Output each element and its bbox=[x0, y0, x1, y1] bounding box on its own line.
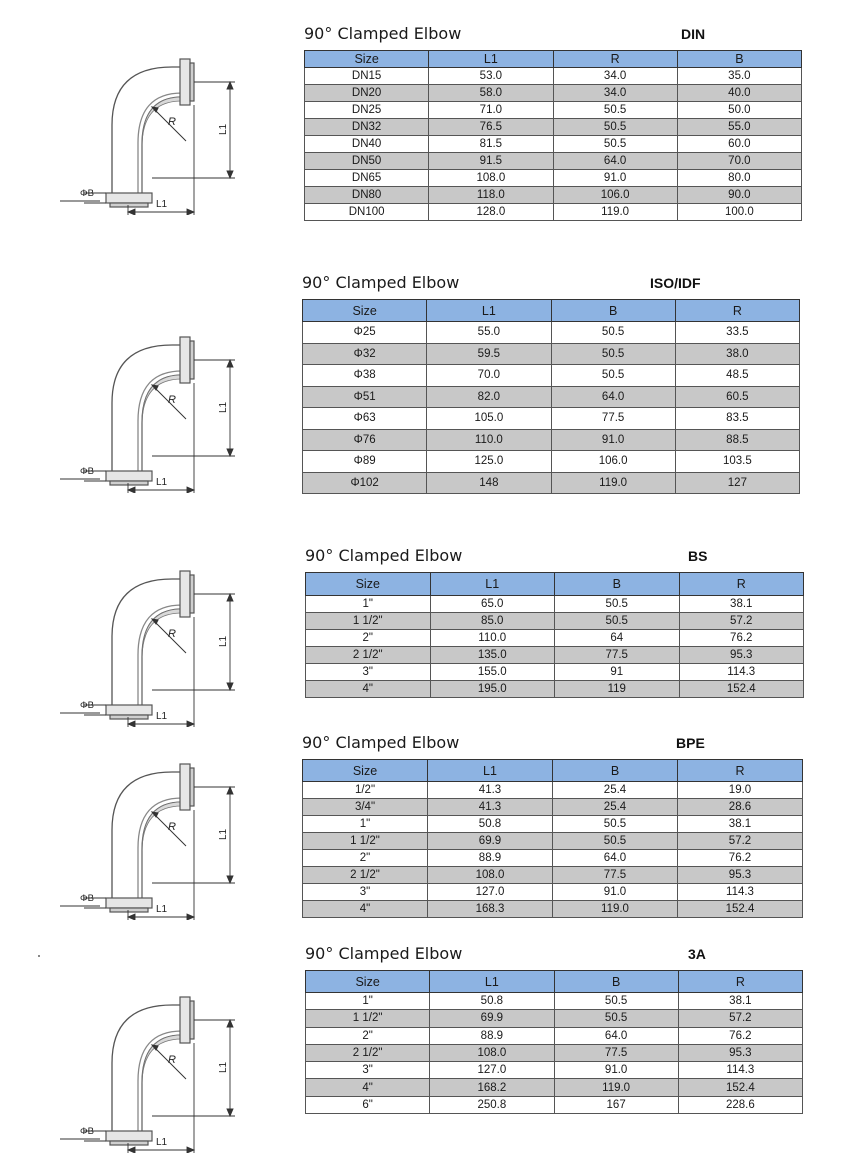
table-row bbox=[303, 901, 803, 918]
table-cell: 250.8 bbox=[430, 1096, 554, 1113]
elbow-diagram bbox=[60, 993, 260, 1153]
table-cell: 1" bbox=[306, 596, 431, 613]
table-cell: 108.0 bbox=[430, 1044, 554, 1061]
table-cell: 64.0 bbox=[553, 153, 677, 170]
table-cell: 3" bbox=[306, 664, 431, 681]
table-cell: 1 1/2" bbox=[303, 833, 428, 850]
table-cell: 50.5 bbox=[553, 136, 677, 153]
elbow-diagram-svg bbox=[60, 333, 260, 493]
table-cell: 50.5 bbox=[555, 613, 680, 630]
clamp-ferrule-top bbox=[180, 997, 194, 1043]
table-row bbox=[306, 1096, 803, 1113]
table-cell: 48.5 bbox=[675, 365, 799, 387]
table-row bbox=[303, 867, 803, 884]
elbow-inner-shading bbox=[142, 97, 182, 193]
table-cell: 3" bbox=[306, 1062, 430, 1079]
table-row bbox=[305, 102, 802, 119]
table-cell: 55.0 bbox=[427, 322, 551, 344]
table-cell: 50.5 bbox=[554, 1010, 678, 1027]
table-row bbox=[306, 1062, 803, 1079]
column-header: R bbox=[679, 573, 804, 596]
table-row bbox=[303, 451, 800, 473]
column-header: L1 bbox=[428, 760, 553, 782]
horizontal-l1-label: L1 bbox=[156, 904, 168, 915]
table-cell: 85.0 bbox=[430, 613, 555, 630]
table-cell: 38.1 bbox=[678, 816, 803, 833]
table-cell: 57.2 bbox=[678, 1010, 802, 1027]
table-cell: 77.5 bbox=[554, 1044, 678, 1061]
table-cell: 91.0 bbox=[553, 170, 677, 187]
table-cell: 1 1/2" bbox=[306, 1010, 430, 1027]
clamp-ferrule-top bbox=[180, 59, 194, 105]
table-cell: 71.0 bbox=[429, 102, 553, 119]
table-cell: 50.5 bbox=[551, 322, 675, 344]
table-cell: 167 bbox=[554, 1096, 678, 1113]
table-cell: 57.2 bbox=[678, 833, 803, 850]
table-header-row bbox=[306, 573, 804, 596]
table-cell: 114.3 bbox=[678, 1062, 802, 1079]
table-cell: 127.0 bbox=[428, 884, 553, 901]
table-cell: 108.0 bbox=[428, 867, 553, 884]
table-cell: 50.5 bbox=[553, 833, 678, 850]
elbow-body bbox=[112, 772, 182, 900]
table-cell: 80.0 bbox=[677, 170, 801, 187]
vertical-l1-label: L1 bbox=[218, 828, 229, 840]
table-cell: 40.0 bbox=[677, 85, 801, 102]
table-cell: 83.5 bbox=[675, 408, 799, 430]
table-cell: 50.5 bbox=[555, 596, 680, 613]
elbow-inner-shading bbox=[142, 375, 182, 471]
table-cell: 50.5 bbox=[554, 993, 678, 1010]
phi-b-label: ΦB bbox=[80, 188, 94, 199]
table-cell: 91.0 bbox=[553, 884, 678, 901]
table-cell: 4" bbox=[306, 681, 431, 698]
table-row bbox=[306, 1044, 803, 1061]
table-cell: 95.3 bbox=[679, 647, 804, 664]
table-cell: 127 bbox=[675, 472, 799, 494]
table-cell: 168.3 bbox=[428, 901, 553, 918]
table-cell: 60.0 bbox=[677, 136, 801, 153]
table-cell: 119 bbox=[555, 681, 680, 698]
table-cell: 128.0 bbox=[429, 204, 553, 221]
dimension-table bbox=[302, 299, 800, 494]
radius-label: R bbox=[168, 116, 176, 128]
table-cell: Φ89 bbox=[303, 451, 427, 473]
table-cell: DN20 bbox=[305, 85, 429, 102]
table-cell: 25.4 bbox=[553, 799, 678, 816]
elbow-inner-shading bbox=[142, 1035, 182, 1131]
table-cell: DN50 bbox=[305, 153, 429, 170]
table-cell: 119.0 bbox=[554, 1079, 678, 1096]
phi-b-label: ΦB bbox=[80, 1126, 94, 1137]
table-cell: 64.0 bbox=[554, 1027, 678, 1044]
table-cell: 53.0 bbox=[429, 68, 553, 85]
column-header: Size bbox=[305, 51, 429, 68]
table-cell: 50.8 bbox=[428, 816, 553, 833]
standard-label: BS bbox=[688, 548, 708, 564]
dimension-table bbox=[305, 970, 803, 1114]
table-cell: 108.0 bbox=[429, 170, 553, 187]
table-row bbox=[305, 153, 802, 170]
table-cell: 1 1/2" bbox=[306, 613, 431, 630]
table-cell: 1" bbox=[306, 993, 430, 1010]
vertical-l1-label: L1 bbox=[218, 123, 229, 135]
table-cell: 152.4 bbox=[678, 1079, 802, 1096]
column-header: L1 bbox=[427, 300, 551, 322]
standard-label: BPE bbox=[676, 735, 705, 751]
table-cell: 59.5 bbox=[427, 343, 551, 365]
clamp-ferrule-top bbox=[180, 571, 194, 617]
table-cell: 38.1 bbox=[679, 596, 804, 613]
table-cell: 77.5 bbox=[551, 408, 675, 430]
table-row bbox=[303, 884, 803, 901]
table-cell: 135.0 bbox=[430, 647, 555, 664]
table-cell: 110.0 bbox=[427, 429, 551, 451]
table-cell: 119.0 bbox=[553, 204, 677, 221]
table-cell: Φ63 bbox=[303, 408, 427, 430]
column-header: R bbox=[678, 760, 803, 782]
table-cell: DN100 bbox=[305, 204, 429, 221]
table-row bbox=[303, 799, 803, 816]
section-title: 90° Clamped Elbow bbox=[305, 546, 463, 565]
elbow-diagram-svg bbox=[60, 993, 260, 1153]
column-header: R bbox=[675, 300, 799, 322]
table-cell: 106.0 bbox=[551, 451, 675, 473]
table-cell: 2" bbox=[306, 1027, 430, 1044]
column-header: Size bbox=[306, 971, 430, 993]
horizontal-l1-label: L1 bbox=[156, 199, 168, 210]
table-row bbox=[303, 472, 800, 494]
table-cell: 34.0 bbox=[553, 85, 677, 102]
column-header: B bbox=[555, 573, 680, 596]
table-row bbox=[306, 664, 804, 681]
table-cell: 2" bbox=[306, 630, 431, 647]
table-row bbox=[306, 993, 803, 1010]
clamp-ferrule-bottom bbox=[106, 898, 152, 912]
column-header: Size bbox=[303, 760, 428, 782]
table-row bbox=[305, 136, 802, 153]
dimension-table bbox=[302, 759, 803, 918]
table-cell: 33.5 bbox=[675, 322, 799, 344]
table-row bbox=[303, 322, 800, 344]
table-cell: 28.6 bbox=[678, 799, 803, 816]
table-cell: Φ102 bbox=[303, 472, 427, 494]
dimension-table bbox=[305, 572, 804, 698]
column-header: B bbox=[553, 760, 678, 782]
table-cell: 119.0 bbox=[553, 901, 678, 918]
table-row bbox=[303, 386, 800, 408]
elbow-body bbox=[112, 345, 182, 473]
clamp-ferrule-bottom bbox=[106, 705, 152, 719]
column-header: L1 bbox=[430, 971, 554, 993]
table-cell: 103.5 bbox=[675, 451, 799, 473]
dimension-table bbox=[304, 50, 802, 221]
table-row bbox=[305, 204, 802, 221]
table-row bbox=[303, 365, 800, 387]
table-cell: 50.0 bbox=[677, 102, 801, 119]
table-header-row bbox=[306, 971, 803, 993]
table-cell: 41.3 bbox=[428, 799, 553, 816]
table-cell: 2 1/2" bbox=[306, 647, 431, 664]
table-cell: 77.5 bbox=[553, 867, 678, 884]
table-cell: 91.0 bbox=[551, 429, 675, 451]
radius-label: R bbox=[168, 628, 176, 640]
column-header: R bbox=[553, 51, 677, 68]
horizontal-l1-label: L1 bbox=[156, 477, 168, 488]
clamp-ferrule-bottom bbox=[106, 193, 152, 207]
table-cell: 119.0 bbox=[551, 472, 675, 494]
table-row bbox=[303, 833, 803, 850]
table-cell: Φ76 bbox=[303, 429, 427, 451]
table-cell: 6" bbox=[306, 1096, 430, 1113]
table-cell: 127.0 bbox=[430, 1062, 554, 1079]
table-cell: 105.0 bbox=[427, 408, 551, 430]
table-cell: 60.5 bbox=[675, 386, 799, 408]
column-header: B bbox=[554, 971, 678, 993]
table-cell: 64.0 bbox=[551, 386, 675, 408]
table-cell: 91.5 bbox=[429, 153, 553, 170]
table-cell: 88.9 bbox=[430, 1027, 554, 1044]
table-row bbox=[306, 596, 804, 613]
table-cell: 1" bbox=[303, 816, 428, 833]
table-cell: 114.3 bbox=[679, 664, 804, 681]
table-cell: 152.4 bbox=[678, 901, 803, 918]
table-cell: DN25 bbox=[305, 102, 429, 119]
table-cell: 38.0 bbox=[675, 343, 799, 365]
column-header: B bbox=[677, 51, 801, 68]
elbow-diagram bbox=[60, 567, 260, 727]
elbow-diagram bbox=[60, 333, 260, 493]
table-cell: 69.9 bbox=[428, 833, 553, 850]
table-cell: 152.4 bbox=[679, 681, 804, 698]
table-header-row bbox=[303, 760, 803, 782]
section-title: 90° Clamped Elbow bbox=[304, 24, 462, 43]
table-row bbox=[303, 816, 803, 833]
table-cell: 50.5 bbox=[553, 102, 677, 119]
section-title: 90° Clamped Elbow bbox=[305, 944, 463, 963]
elbow-body bbox=[112, 1005, 182, 1133]
table-cell: 41.3 bbox=[428, 782, 553, 799]
table-cell: 77.5 bbox=[555, 647, 680, 664]
column-header: Size bbox=[306, 573, 431, 596]
table-header-row bbox=[305, 51, 802, 68]
table-cell: 57.2 bbox=[679, 613, 804, 630]
column-header: R bbox=[678, 971, 802, 993]
table-row bbox=[303, 408, 800, 430]
table-cell: 65.0 bbox=[430, 596, 555, 613]
column-header: Size bbox=[303, 300, 427, 322]
table-cell: 69.9 bbox=[430, 1010, 554, 1027]
phi-b-label: ΦB bbox=[80, 466, 94, 477]
section-title: 90° Clamped Elbow bbox=[302, 733, 460, 752]
table-row bbox=[306, 681, 804, 698]
table-cell: 35.0 bbox=[677, 68, 801, 85]
table-cell: 4" bbox=[306, 1079, 430, 1096]
table-cell: 3/4" bbox=[303, 799, 428, 816]
table-cell: 88.9 bbox=[428, 850, 553, 867]
table-header-row bbox=[303, 300, 800, 322]
table-cell: 76.2 bbox=[679, 630, 804, 647]
table-cell: 168.2 bbox=[430, 1079, 554, 1096]
table-cell: 25.4 bbox=[553, 782, 678, 799]
elbow-body bbox=[112, 579, 182, 707]
table-cell: 2 1/2" bbox=[306, 1044, 430, 1061]
elbow-diagram-svg bbox=[60, 760, 260, 920]
table-cell: 76.2 bbox=[678, 1027, 802, 1044]
elbow-diagram bbox=[60, 760, 260, 920]
table-cell: 3" bbox=[303, 884, 428, 901]
table-row bbox=[303, 782, 803, 799]
table-cell: 195.0 bbox=[430, 681, 555, 698]
table-cell: 76.2 bbox=[678, 850, 803, 867]
table-cell: DN80 bbox=[305, 187, 429, 204]
elbow-diagram-svg bbox=[60, 567, 260, 727]
table-cell: 91.0 bbox=[554, 1062, 678, 1079]
table-cell: Φ38 bbox=[303, 365, 427, 387]
horizontal-l1-label: L1 bbox=[156, 711, 168, 722]
table-cell: 148 bbox=[427, 472, 551, 494]
radius-label: R bbox=[168, 1054, 176, 1066]
table-cell: 70.0 bbox=[427, 365, 551, 387]
table-cell: 38.1 bbox=[678, 993, 802, 1010]
table-cell: 50.5 bbox=[553, 816, 678, 833]
table-cell: 19.0 bbox=[678, 782, 803, 799]
clamp-ferrule-bottom bbox=[106, 1131, 152, 1145]
table-cell: DN15 bbox=[305, 68, 429, 85]
clamp-ferrule-top bbox=[180, 337, 194, 383]
stray-dot bbox=[38, 955, 40, 957]
table-cell: 81.5 bbox=[429, 136, 553, 153]
table-cell: Φ51 bbox=[303, 386, 427, 408]
table-cell: 90.0 bbox=[677, 187, 801, 204]
table-cell: 110.0 bbox=[430, 630, 555, 647]
table-row bbox=[306, 1027, 803, 1044]
table-cell: 1/2" bbox=[303, 782, 428, 799]
column-header: L1 bbox=[429, 51, 553, 68]
table-row bbox=[306, 613, 804, 630]
table-cell: 58.0 bbox=[429, 85, 553, 102]
elbow-inner-shading bbox=[142, 609, 182, 705]
phi-b-label: ΦB bbox=[80, 700, 94, 711]
table-cell: 50.8 bbox=[430, 993, 554, 1010]
table-cell: 82.0 bbox=[427, 386, 551, 408]
table-cell: 64 bbox=[555, 630, 680, 647]
column-header: B bbox=[551, 300, 675, 322]
table-cell: Φ32 bbox=[303, 343, 427, 365]
table-cell: 125.0 bbox=[427, 451, 551, 473]
vertical-l1-label: L1 bbox=[218, 635, 229, 647]
table-row bbox=[306, 630, 804, 647]
table-cell: DN65 bbox=[305, 170, 429, 187]
table-cell: 155.0 bbox=[430, 664, 555, 681]
standard-label: DIN bbox=[681, 26, 706, 42]
elbow-diagram bbox=[60, 55, 260, 215]
table-cell: 88.5 bbox=[675, 429, 799, 451]
table-cell: 114.3 bbox=[678, 884, 803, 901]
standard-label: 3A bbox=[688, 946, 706, 962]
table-cell: Φ25 bbox=[303, 322, 427, 344]
table-cell: 95.3 bbox=[678, 1044, 802, 1061]
radius-label: R bbox=[168, 821, 176, 833]
table-cell: 118.0 bbox=[429, 187, 553, 204]
table-cell: 100.0 bbox=[677, 204, 801, 221]
elbow-body bbox=[112, 67, 182, 195]
table-row bbox=[306, 1079, 803, 1096]
table-row bbox=[305, 119, 802, 136]
elbow-diagram-svg bbox=[60, 55, 260, 215]
table-cell: 70.0 bbox=[677, 153, 801, 170]
table-cell: 50.5 bbox=[551, 365, 675, 387]
table-cell: 50.5 bbox=[551, 343, 675, 365]
column-header: L1 bbox=[430, 573, 555, 596]
table-cell: 55.0 bbox=[677, 119, 801, 136]
table-row bbox=[305, 68, 802, 85]
standard-label: ISO/IDF bbox=[650, 275, 701, 291]
table-cell: DN32 bbox=[305, 119, 429, 136]
table-cell: 91 bbox=[555, 664, 680, 681]
table-cell: DN40 bbox=[305, 136, 429, 153]
clamp-ferrule-bottom bbox=[106, 471, 152, 485]
table-row bbox=[303, 343, 800, 365]
table-cell: 34.0 bbox=[553, 68, 677, 85]
section-title: 90° Clamped Elbow bbox=[302, 273, 460, 292]
table-row bbox=[303, 429, 800, 451]
elbow-inner-shading bbox=[142, 802, 182, 898]
table-cell: 2 1/2" bbox=[303, 867, 428, 884]
vertical-l1-label: L1 bbox=[218, 401, 229, 413]
table-cell: 76.5 bbox=[429, 119, 553, 136]
table-cell: 95.3 bbox=[678, 867, 803, 884]
table-cell: 228.6 bbox=[678, 1096, 802, 1113]
table-cell: 106.0 bbox=[553, 187, 677, 204]
phi-b-label: ΦB bbox=[80, 893, 94, 904]
clamp-ferrule-top bbox=[180, 764, 194, 810]
horizontal-l1-label: L1 bbox=[156, 1137, 168, 1148]
table-cell: 64.0 bbox=[553, 850, 678, 867]
table-row bbox=[305, 85, 802, 102]
radius-label: R bbox=[168, 394, 176, 406]
table-row bbox=[305, 170, 802, 187]
table-row bbox=[306, 647, 804, 664]
table-row bbox=[303, 850, 803, 867]
table-cell: 50.5 bbox=[553, 119, 677, 136]
table-row bbox=[306, 1010, 803, 1027]
vertical-l1-label: L1 bbox=[218, 1061, 229, 1073]
table-row bbox=[305, 187, 802, 204]
table-cell: 4" bbox=[303, 901, 428, 918]
table-cell: 2" bbox=[303, 850, 428, 867]
